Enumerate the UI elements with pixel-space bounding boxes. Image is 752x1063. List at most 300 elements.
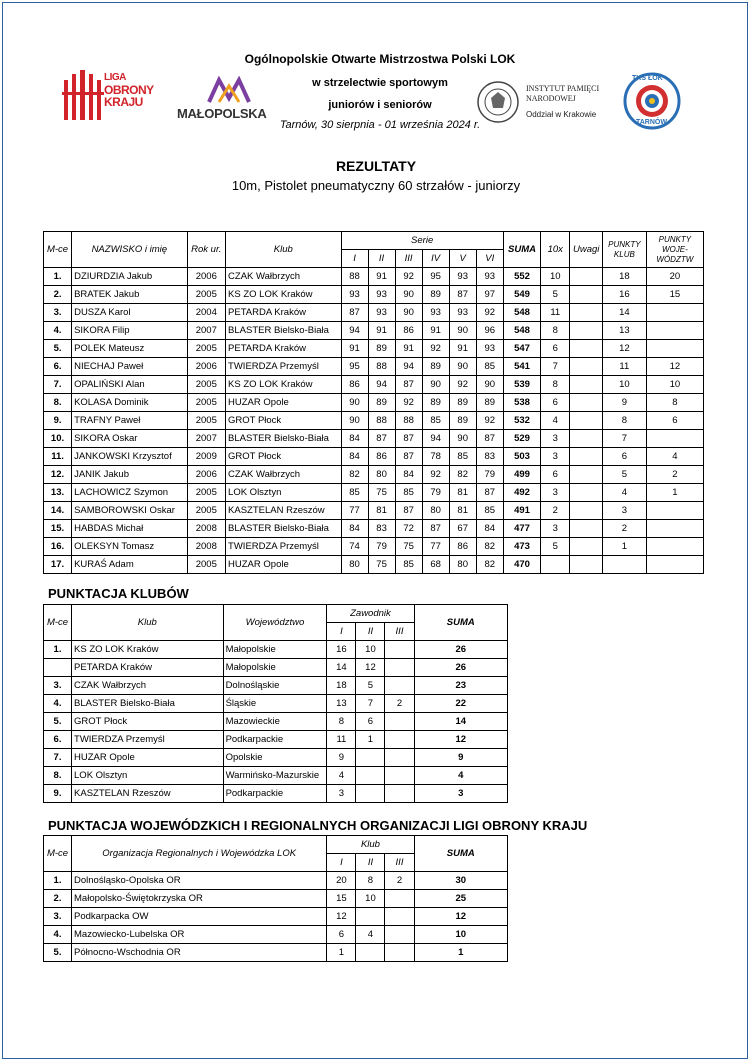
player-points-cell (385, 659, 414, 677)
col-series-5: V (449, 250, 476, 268)
year-cell: 2007 (187, 322, 225, 340)
table-row (44, 340, 704, 358)
table-row (44, 358, 704, 376)
club-cell: KASZTELAN Rzeszów (72, 785, 224, 803)
player-points-cell: 8 (327, 713, 356, 731)
series-cell: 93 (341, 286, 368, 304)
series-cell: 77 (422, 538, 449, 556)
table-row (44, 677, 508, 695)
name-cell: SIKORA Oskar (72, 430, 187, 448)
clubs-col-place: M-ce (44, 605, 72, 641)
club-cell: BLASTER Bielsko-Biała (226, 430, 341, 448)
sum-cell: 547 (503, 340, 540, 358)
points-voiv-cell (646, 430, 703, 448)
series-cell: 89 (422, 358, 449, 376)
name-cell: KOLASA Dominik (72, 394, 187, 412)
tens-cell: 3 (541, 430, 570, 448)
sum-cell: 22 (414, 695, 507, 713)
notes-cell (570, 322, 603, 340)
points-club-cell: 1 (603, 538, 647, 556)
sum-cell: 538 (503, 394, 540, 412)
table-row (44, 448, 704, 466)
place-cell: 3. (44, 677, 72, 695)
series-cell: 81 (368, 502, 395, 520)
series-cell: 87 (476, 430, 503, 448)
club-points-cell: 10 (356, 890, 385, 908)
points-voiv-cell (646, 304, 703, 322)
series-cell: 93 (368, 286, 395, 304)
table-row (44, 713, 508, 731)
table-row (44, 890, 508, 908)
place-cell: 5. (44, 713, 72, 731)
col-club: Klub (226, 232, 341, 268)
club-cell: TWIERDZA Przemyśl (72, 731, 224, 749)
series-cell: 91 (449, 340, 476, 358)
name-cell: OLEKSYN Tomasz (72, 538, 187, 556)
series-cell: 85 (476, 502, 503, 520)
sum-cell: 470 (503, 556, 540, 574)
table-row (44, 749, 508, 767)
player-points-cell: 18 (327, 677, 356, 695)
place-cell: 3. (44, 908, 72, 926)
name-cell: NIECHAJ Paweł (72, 358, 187, 376)
series-cell: 87 (341, 304, 368, 322)
place-cell: 1. (44, 641, 72, 659)
series-cell: 89 (368, 340, 395, 358)
year-cell: 2005 (187, 412, 225, 430)
name-cell: DZIURDZIA Jakub (72, 268, 187, 286)
points-club-cell: 14 (603, 304, 647, 322)
place-cell (44, 659, 72, 677)
tens-cell: 11 (541, 304, 570, 322)
points-voiv-cell (646, 520, 703, 538)
series-cell: 92 (422, 466, 449, 484)
tks-logo-top-text: TKS ŁOK (632, 75, 663, 82)
clubs-col-sum: SUMA (414, 605, 507, 641)
year-cell: 2008 (187, 520, 225, 538)
place-cell: 4. (44, 322, 72, 340)
player-points-cell: 4 (327, 767, 356, 785)
results-title: REZULTATY (335, 158, 417, 174)
voiv-cell: Małopolskie (223, 659, 327, 677)
club-points-cell (356, 944, 385, 962)
points-club-cell: 4 (603, 484, 647, 502)
series-cell: 86 (395, 322, 422, 340)
club-cell: LOK Olsztyn (72, 767, 224, 785)
series-cell: 96 (476, 322, 503, 340)
col-name: NAZWISKO i imię (72, 232, 187, 268)
tens-cell: 5 (541, 286, 570, 304)
points-club-cell: 2 (603, 520, 647, 538)
orgs-col-clubs: Klub (327, 836, 414, 854)
points-voiv-cell: 15 (646, 286, 703, 304)
liga-logo-text: LIGA OBRONY KRAJU (104, 72, 154, 109)
points-club-cell: 7 (603, 430, 647, 448)
tens-cell: 2 (541, 502, 570, 520)
series-cell: 93 (449, 268, 476, 286)
series-cell: 87 (395, 502, 422, 520)
club-cell: BLASTER Bielsko-Biała (72, 695, 224, 713)
club-cell: HUZAR Opole (72, 749, 224, 767)
club-cell: KS ZO LOK Kraków (226, 286, 341, 304)
club-cell: HUZAR Opole (226, 394, 341, 412)
table-row (44, 286, 704, 304)
series-cell: 82 (449, 466, 476, 484)
series-cell: 81 (449, 502, 476, 520)
col-series-2: II (368, 250, 395, 268)
sum-cell: 23 (414, 677, 507, 695)
year-cell: 2005 (187, 286, 225, 304)
table-row (44, 484, 704, 502)
name-cell: DUSZA Karol (72, 304, 187, 322)
series-cell: 87 (395, 430, 422, 448)
table-row (44, 767, 508, 785)
club-points-cell: 4 (356, 926, 385, 944)
notes-cell (570, 268, 603, 286)
table-row (44, 394, 704, 412)
year-cell: 2007 (187, 430, 225, 448)
sum-cell: 491 (503, 502, 540, 520)
player-points-cell: 11 (327, 731, 356, 749)
series-cell: 85 (395, 556, 422, 574)
year-cell: 2008 (187, 538, 225, 556)
clubs-col-1: I (327, 623, 356, 641)
year-cell: 2005 (187, 394, 225, 412)
series-cell: 93 (476, 340, 503, 358)
series-cell: 93 (422, 304, 449, 322)
series-cell: 84 (341, 520, 368, 538)
place-cell: 7. (44, 376, 72, 394)
col-tens: 10x (541, 232, 570, 268)
club-points-cell (385, 944, 414, 962)
voiv-cell: Opolskie (223, 749, 327, 767)
series-cell: 89 (449, 394, 476, 412)
voiv-cell: Śląskie (223, 695, 327, 713)
org-cell: Dolnośląsko-Opolska OR (72, 872, 327, 890)
points-voiv-cell (646, 556, 703, 574)
series-cell: 80 (368, 466, 395, 484)
org-cell: Mazowiecko-Lubelska OR (72, 926, 327, 944)
sum-cell: 541 (503, 358, 540, 376)
table-row (44, 322, 704, 340)
club-cell: TWIERDZA Przemyśl (226, 358, 341, 376)
series-cell: 92 (395, 394, 422, 412)
series-cell: 82 (476, 556, 503, 574)
year-cell: 2006 (187, 466, 225, 484)
table-row (44, 641, 508, 659)
series-cell: 84 (476, 520, 503, 538)
series-cell: 87 (395, 376, 422, 394)
name-cell: LACHOWICZ Szymon (72, 484, 187, 502)
tens-cell: 8 (541, 322, 570, 340)
series-cell: 94 (368, 376, 395, 394)
series-cell: 67 (449, 520, 476, 538)
orgs-col-2: II (356, 854, 385, 872)
org-cell: Podkarpacka OW (72, 908, 327, 926)
col-series: Serie (341, 232, 503, 250)
table-row (44, 731, 508, 749)
clubs-table (43, 604, 508, 803)
voiv-cell: Dolnośląskie (223, 677, 327, 695)
club-cell: GROT Płock (226, 448, 341, 466)
series-cell: 80 (341, 556, 368, 574)
club-points-cell: 12 (327, 908, 356, 926)
sum-cell: 10 (414, 926, 507, 944)
series-cell: 84 (395, 466, 422, 484)
ipn-logo-text: INSTYTUT PAMIĘCI NARODOWEJ (526, 84, 600, 103)
notes-cell (570, 520, 603, 538)
series-cell: 87 (368, 430, 395, 448)
place-cell: 10. (44, 430, 72, 448)
year-cell: 2006 (187, 358, 225, 376)
player-points-cell (385, 767, 414, 785)
series-cell: 85 (395, 484, 422, 502)
place-cell: 2. (44, 890, 72, 908)
series-cell: 79 (476, 466, 503, 484)
club-points-cell: 2 (385, 872, 414, 890)
table-row (44, 268, 704, 286)
points-club-cell: 3 (603, 502, 647, 520)
club-cell: HUZAR Opole (226, 556, 341, 574)
series-cell: 83 (368, 520, 395, 538)
series-cell: 92 (395, 268, 422, 286)
series-cell: 93 (476, 268, 503, 286)
sum-cell: 473 (503, 538, 540, 556)
notes-cell (570, 448, 603, 466)
series-cell: 92 (476, 412, 503, 430)
tks-lok-tarnow-logo (618, 72, 686, 130)
club-cell: PETARDA Kraków (226, 340, 341, 358)
points-club-cell: 12 (603, 340, 647, 358)
series-cell: 87 (449, 286, 476, 304)
series-cell: 91 (368, 268, 395, 286)
tens-cell: 6 (541, 394, 570, 412)
sum-cell: 492 (503, 484, 540, 502)
club-cell: CZAK Wałbrzych (226, 268, 341, 286)
points-club-cell: 6 (603, 448, 647, 466)
col-points-voiv: PUNKTY WOJE- WÓDZTW (646, 232, 703, 268)
event-subtitle-2: juniorów i seniorów (328, 99, 432, 111)
series-cell: 78 (422, 448, 449, 466)
ipn-branch: Oddział w Krakowie (526, 110, 597, 119)
place-cell: 17. (44, 556, 72, 574)
series-cell: 92 (422, 340, 449, 358)
place-cell: 8. (44, 394, 72, 412)
place-cell: 13. (44, 484, 72, 502)
series-cell: 92 (476, 304, 503, 322)
name-cell: OPALIŃSKI Alan (72, 376, 187, 394)
points-club-cell: 11 (603, 358, 647, 376)
points-club-cell: 9 (603, 394, 647, 412)
player-points-cell (385, 677, 414, 695)
series-cell: 89 (476, 394, 503, 412)
tens-cell: 3 (541, 484, 570, 502)
sum-cell: 532 (503, 412, 540, 430)
series-cell: 85 (422, 412, 449, 430)
series-cell: 90 (449, 358, 476, 376)
sum-cell: 548 (503, 304, 540, 322)
year-cell: 2005 (187, 340, 225, 358)
series-cell: 93 (368, 304, 395, 322)
club-cell: BLASTER Bielsko-Biała (226, 322, 341, 340)
col-series-4: IV (422, 250, 449, 268)
player-points-cell (356, 749, 385, 767)
points-voiv-cell: 20 (646, 268, 703, 286)
points-voiv-cell: 1 (646, 484, 703, 502)
sum-cell: 25 (414, 890, 507, 908)
notes-cell (570, 340, 603, 358)
series-cell: 84 (341, 430, 368, 448)
table-row (44, 376, 704, 394)
tens-cell: 3 (541, 448, 570, 466)
notes-cell (570, 286, 603, 304)
table-row (44, 556, 704, 574)
series-cell: 90 (395, 286, 422, 304)
col-place: M-ce (44, 232, 72, 268)
player-points-cell: 5 (356, 677, 385, 695)
series-cell: 90 (449, 430, 476, 448)
club-cell: KS ZO LOK Kraków (72, 641, 224, 659)
points-club-cell: 10 (603, 376, 647, 394)
points-club-cell: 16 (603, 286, 647, 304)
series-cell: 80 (422, 502, 449, 520)
clubs-col-voiv: Województwo (223, 605, 327, 641)
voiv-cell: Mazowieckie (223, 713, 327, 731)
table-row (44, 872, 508, 890)
series-cell: 90 (341, 394, 368, 412)
club-cell: KS ZO LOK Kraków (226, 376, 341, 394)
clubs-col-players: Zawodnik (327, 605, 414, 623)
points-club-cell: 18 (603, 268, 647, 286)
series-cell: 92 (449, 376, 476, 394)
series-cell: 88 (368, 412, 395, 430)
series-cell: 94 (395, 358, 422, 376)
col-year: Rok ur. (187, 232, 225, 268)
orgs-col-3: III (385, 854, 414, 872)
series-cell: 95 (422, 268, 449, 286)
player-points-cell (356, 785, 385, 803)
place-cell: 12. (44, 466, 72, 484)
results-subtitle: 10m, Pistolet pneumatyczny 60 strzałów - juniorzy (231, 178, 521, 193)
notes-cell (570, 556, 603, 574)
club-cell: BLASTER Bielsko-Biała (226, 520, 341, 538)
name-cell: TRAFNY Paweł (72, 412, 187, 430)
tens-cell: 10 (541, 268, 570, 286)
place-cell: 3. (44, 304, 72, 322)
points-club-cell: 13 (603, 322, 647, 340)
series-cell: 87 (395, 448, 422, 466)
place-cell: 6. (44, 358, 72, 376)
points-voiv-cell: 2 (646, 466, 703, 484)
name-cell: HABDAS Michał (72, 520, 187, 538)
table-row (44, 466, 704, 484)
table-row (44, 659, 508, 677)
series-cell: 90 (395, 304, 422, 322)
club-cell: GROT Płock (226, 412, 341, 430)
tens-cell: 6 (541, 466, 570, 484)
points-club-cell (603, 556, 647, 574)
sum-cell: 12 (414, 908, 507, 926)
tens-cell: 6 (541, 340, 570, 358)
table-row (44, 430, 704, 448)
points-club-cell: 8 (603, 412, 647, 430)
series-cell: 90 (341, 412, 368, 430)
points-voiv-cell: 6 (646, 412, 703, 430)
player-points-cell (385, 785, 414, 803)
club-cell: TWIERDZA Przemyśl (226, 538, 341, 556)
sum-cell: 26 (414, 659, 507, 677)
series-cell: 79 (422, 484, 449, 502)
place-cell: 1. (44, 268, 72, 286)
org-cell: Małopolsko-Świętokrzyska OR (72, 890, 327, 908)
col-points-club: PUNKTY KLUB (603, 232, 647, 268)
clubs-col-2: II (356, 623, 385, 641)
sum-cell: 3 (414, 785, 507, 803)
clubs-section-title: PUNKTACJA KLUBÓW (48, 586, 189, 601)
sum-cell: 549 (503, 286, 540, 304)
club-points-cell: 15 (327, 890, 356, 908)
table-row (44, 520, 704, 538)
voiv-cell: Małopolskie (223, 641, 327, 659)
series-cell: 86 (368, 448, 395, 466)
col-notes: Uwagi (570, 232, 603, 268)
table-row (44, 538, 704, 556)
event-title: Ogólnopolskie Otwarte Mistrzostwa Polski LOK (244, 52, 516, 66)
series-cell: 80 (449, 556, 476, 574)
series-cell: 89 (449, 412, 476, 430)
club-cell: CZAK Wałbrzych (226, 466, 341, 484)
place-cell: 9. (44, 412, 72, 430)
series-cell: 85 (476, 358, 503, 376)
col-series-3: III (395, 250, 422, 268)
sum-cell: 4 (414, 767, 507, 785)
sum-cell: 14 (414, 713, 507, 731)
series-cell: 93 (449, 304, 476, 322)
club-points-cell (356, 908, 385, 926)
table-row (44, 412, 704, 430)
orgs-col-sum: SUMA (414, 836, 507, 872)
col-series-1: I (341, 250, 368, 268)
tens-cell: 3 (541, 520, 570, 538)
place-cell: 5. (44, 944, 72, 962)
place-cell: 2. (44, 286, 72, 304)
series-cell: 90 (422, 376, 449, 394)
series-cell: 79 (368, 538, 395, 556)
player-points-cell: 2 (385, 695, 414, 713)
notes-cell (570, 430, 603, 448)
place-cell: 1. (44, 872, 72, 890)
club-points-cell: 20 (327, 872, 356, 890)
place-cell: 15. (44, 520, 72, 538)
series-cell: 89 (422, 286, 449, 304)
club-points-cell (385, 890, 414, 908)
liga-emblem-icon (62, 70, 104, 122)
series-cell: 95 (341, 358, 368, 376)
series-cell: 89 (368, 394, 395, 412)
series-cell: 82 (476, 538, 503, 556)
event-date: Tarnów, 30 sierpnia - 01 września 2024 r. (279, 119, 481, 131)
place-cell: 4. (44, 695, 72, 713)
malopolska-logo: MAŁOPOLSKA (177, 76, 272, 121)
series-cell: 86 (341, 376, 368, 394)
place-cell: 7. (44, 749, 72, 767)
player-points-cell: 13 (327, 695, 356, 713)
place-cell: 11. (44, 448, 72, 466)
club-cell: GROT Płock (72, 713, 224, 731)
tens-cell: 7 (541, 358, 570, 376)
points-voiv-cell (646, 538, 703, 556)
club-points-cell: 6 (327, 926, 356, 944)
